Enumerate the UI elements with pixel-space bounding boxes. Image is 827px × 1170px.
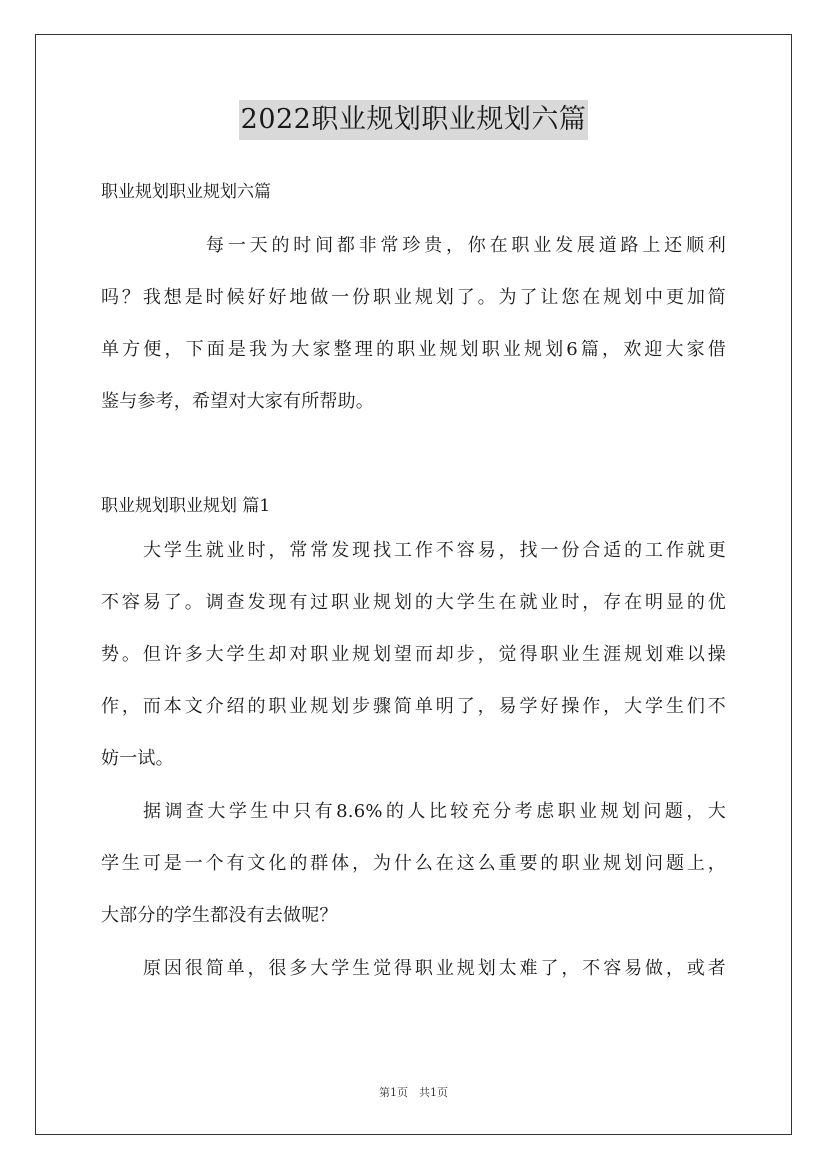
section-heading: 职业规划职业规划 篇1 <box>101 496 271 516</box>
paragraph-line: 大学生就业时，常常发现找工作不容易，找一份合适的工作就更 <box>143 540 726 561</box>
document-title: 2022职业规划职业规划六篇 <box>239 100 589 140</box>
paragraph-line: 大部分的学生都没有去做呢？ <box>101 905 338 926</box>
paragraph-line: 势。但许多大学生却对职业规划望而却步，觉得职业生涯规划难以操 <box>101 644 726 665</box>
document-body <box>101 174 726 987</box>
paragraph-line: 原因很简单，很多大学生觉得职业规划太难了，不容易做，或者 <box>143 958 726 979</box>
intro-line: 单方便，下面是我为大家整理的职业规划职业规划6篇，欢迎大家借 <box>101 339 726 360</box>
intro-line: 每一天的时间都非常珍贵，你在职业发展道路上还顺利 <box>206 235 726 256</box>
paragraph-line: 作，而本文介绍的职业规划步骤简单明了，易学好操作，大学生们不 <box>101 696 726 717</box>
paragraph-line: 妨一试。 <box>101 748 174 769</box>
title-container <box>0 100 827 140</box>
paragraph-line: 不容易了。调查发现有过职业规划的大学生在就业时，存在明显的优 <box>101 592 726 613</box>
paragraph-line: 据调查大学生中只有8.6%的人比较充分考虑职业规划问题，大 <box>143 801 726 822</box>
intro-line: 鉴与参考，希望对大家有所帮助。 <box>101 391 374 412</box>
intro-line: 吗？我想是时候好好地做一份职业规划了。为了让您在规划中更加简 <box>101 287 726 308</box>
document-subtitle: 职业规划职业规划六篇 <box>101 182 271 202</box>
page-number: 第1页 共1页 <box>379 1086 448 1099</box>
paragraph-line: 学生可是一个有文化的群体，为什么在这么重要的职业规划问题上， <box>101 853 726 874</box>
